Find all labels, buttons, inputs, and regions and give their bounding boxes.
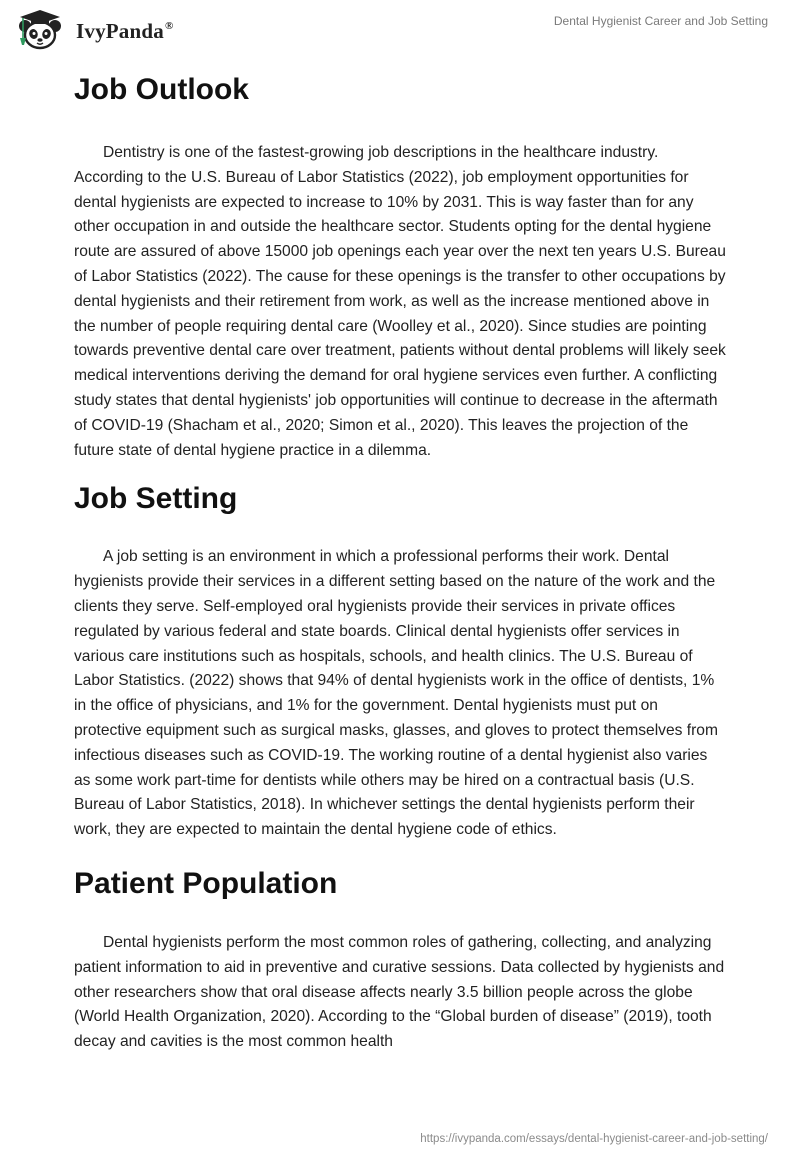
page-header <box>0 0 800 60</box>
section-heading-job-setting: Job Setting <box>74 482 238 516</box>
essay-content <box>74 70 726 1055</box>
brand-name: IvyPanda® <box>76 18 174 43</box>
section-heading-job-outlook: Job Outlook <box>74 73 249 106</box>
running-title: Dental Hygienist Career and Job Setting <box>553 14 768 28</box>
section-paragraph-job-setting: A job setting is an environment in which a professional performs their work. Dental hygienists provide their services in a different setting based on the nature of the work and the clients they serve. Self-employed oral hygienists provide their services in private offices regulated by various federal and state boards. Clinical dental hygienists offer services in various care institutions such as hospitals, schools, and health clinics. The U.S. Bureau of Labor Statistics. (2022) shows that 94% of dental hygienists work in the office of dentists, 1% in the office of physicians, and 1% for the government. Dental hygienists must put on protective equipment such as surgical masks, glasses, and gloves to protect themselves from infectious diseases such as COVID-19. The working routine of a dental hygienist also varies as some work part-time for dentists while others may be hired on a contractual basis (U.S. Bureau of Labor Statistics, 2018). In whichever settings the dental hygienists perform their work, they are expected to maintain the dental hygiene code of ethics. <box>74 548 718 839</box>
section-heading-patient-population: Patient Population <box>74 866 338 900</box>
section-paragraph-job-outlook: Dentistry is one of the fastest-growing job descriptions in the healthcare industry. According to the U.S. Bureau of Labor Statistics (2022), job employment opportunities for dental hygienists are expected to increase to 10% by 2031. This is way faster than for any other occupation in and outside the healthcare sector. Students opting for the dental hygiene route are assured of above 15000 job openings each year over the next ten years U.S. Bureau of Labor Statistics (2022). The cause for these openings is the transfer to other occupations by dental hygienists and their retirement from work, as well as the increase mentioned above in the number of people requiring dental care (Woolley et al., 2020). Since studies are pointing towards preventive dental care over treatment, patients without dental problems will likely seek medical interventions deriving the demand for oral hygiene services even further. A conflicting study states that dental hygienists' job opportunities will continue to decrease in the aftermath of COVID-19 (Shacham et al., 2020; Simon et al., 2020). This leaves the projection of the future state of dental hygiene practice in a dilemma. <box>74 144 726 459</box>
section-paragraph-patient-population: Dental hygienists perform the most common roles of gathering, collecting, and analyzing patient information to aid in preventive and curative sessions. Data collected by hygienists and other researchers show that oral disease affects nearly 3.5 billion people across the globe (World Health Organization, 2020). According to the “Global burden of disease” (2019), tooth decay and cavities is the most common health <box>74 933 725 1051</box>
registered-mark: ® <box>164 19 174 32</box>
brand-logo[interactable] <box>14 8 173 52</box>
source-url[interactable]: https://ivypanda.com/essays/dental-hygienist-career-and-job-setting/ <box>420 1133 768 1145</box>
panda-graduation-cap-icon <box>14 8 70 52</box>
